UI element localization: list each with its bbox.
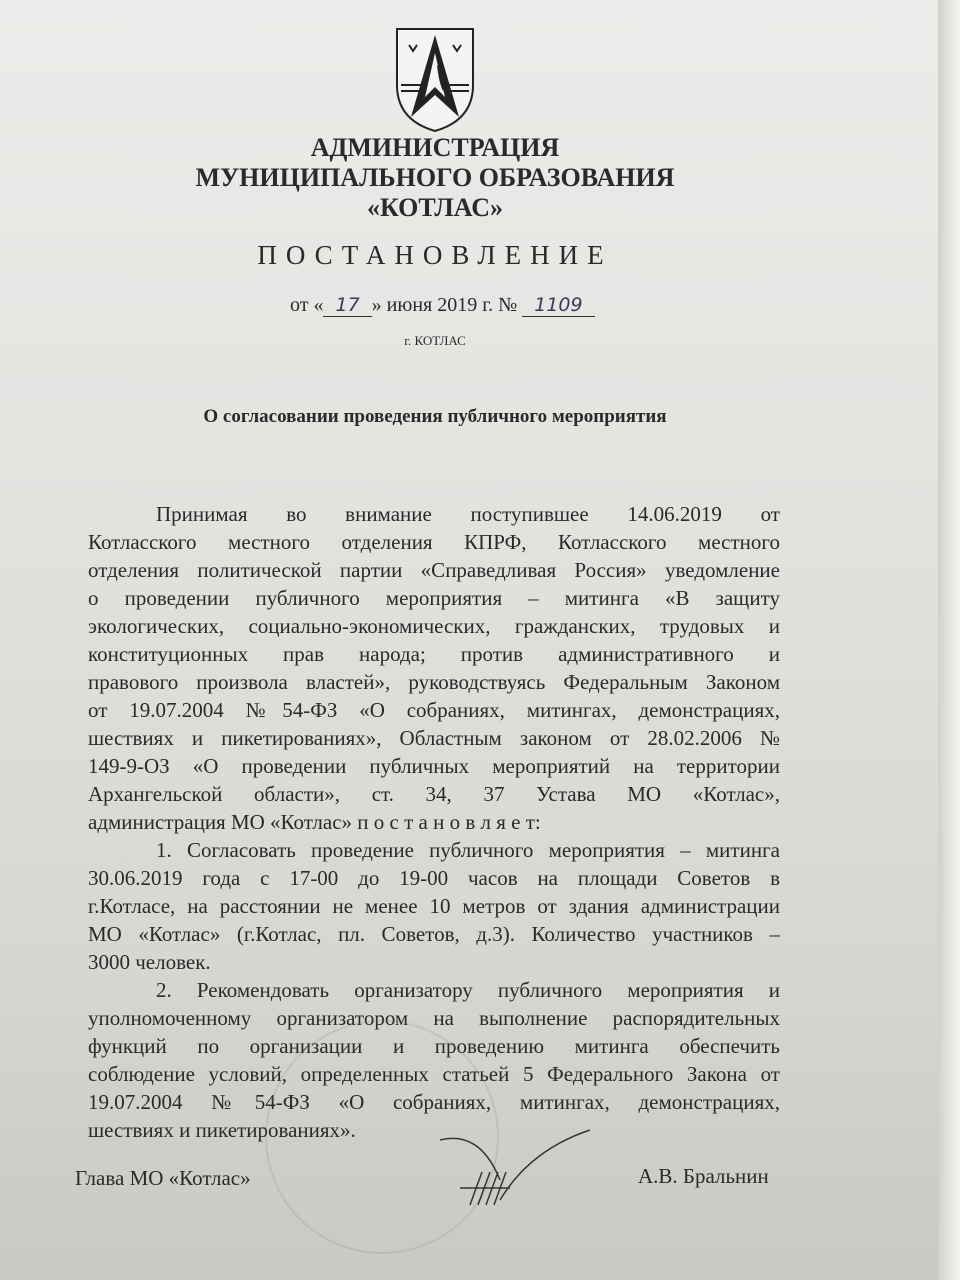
text-line: о проведении публичного мероприятия – митинга «В защиту <box>88 586 780 610</box>
date-day-handwritten: 17 <box>323 294 371 317</box>
text-line: 1. Согласовать проведение публичного мероприятия – митинга <box>156 838 780 862</box>
text-line: шествиях и пикетированиях». <box>88 1118 356 1142</box>
text-line: МО «Котлас» (г.Котлас, пл. Советов, д.3). Количество участников – <box>88 922 780 946</box>
text-line: г.Котласе, на расстоянии не менее 10 метров от здания администрации <box>88 894 780 918</box>
handwritten-signature <box>420 1110 610 1210</box>
text-line: Архангельской области», ст. 34, 37 Устава МО «Котлас», <box>88 782 780 806</box>
text-line: уполномоченному организатором на выполнение распорядительных <box>88 1006 780 1030</box>
text-line: 30.06.2019 года с 17-00 до 19-00 часов на площади Советов в <box>88 866 780 890</box>
paper-edge <box>938 0 960 1280</box>
city: г. КОТЛАС <box>404 333 466 348</box>
text-line: Котласского местного отделения КПРФ, Котласского местного <box>88 530 780 554</box>
document-type: ПОСТАНОВЛЕНИЕ <box>257 240 613 270</box>
text-line: администрация МО «Котлас» п о с т а н о в л я е т: <box>88 810 541 834</box>
date-line <box>290 294 595 317</box>
text-line: 3000 человек. <box>88 950 211 974</box>
text-line: функций по организации и проведению митинга обеспечить <box>88 1034 780 1058</box>
clause-1 <box>88 836 780 976</box>
subject-heading: О согласовании проведения публичного мероприятия <box>203 406 667 427</box>
preamble-paragraph <box>88 500 780 836</box>
text-line: 149-9-ОЗ «О проведении публичных мероприятий на территории <box>88 754 780 778</box>
signatory-name: А.В. Бральнин <box>638 1164 769 1188</box>
text-line: отделения политической партии «Справедливая Россия» уведомление <box>88 558 780 582</box>
org-name-line-2: МУНИЦИПАЛЬНОГО ОБРАЗОВАНИЯ <box>195 163 675 192</box>
org-name-line-3: «КОТЛАС» <box>366 193 504 222</box>
text-line: шествиях и пикетированиях», Областным законом от 28.02.2006 № <box>88 726 780 750</box>
signatory-position: Глава МО «Котлас» <box>75 1166 251 1190</box>
text-line: 19.07.2004 №54-ФЗ «О собраниях, митингах, демонстрациях, <box>88 1090 780 1114</box>
text-line: экологических, социально-экономических, гражданских, трудовых и <box>88 614 780 638</box>
coat-of-arms-emblem <box>393 25 477 133</box>
document-number-handwritten: 1109 <box>522 294 594 317</box>
date-mid: » июня 2019 г. № <box>371 294 518 316</box>
date-prefix: от « <box>290 294 324 316</box>
text-line: конституционных прав народа; против административного и <box>88 642 780 666</box>
text-line: 2. Рекомендовать организатору публичного мероприятия и <box>156 978 780 1002</box>
text-line: правового произвола властей», руководствуясь Федеральным Законом <box>88 670 780 694</box>
org-name-line-1: АДМИНИСТРАЦИЯ <box>310 133 560 162</box>
text-line: соблюдение условий, определенных статьей 5 Федерального Закона от <box>88 1062 780 1086</box>
text-line: Принимая во внимание поступившее 14.06.2019 от <box>156 502 780 526</box>
text-line: от 19.07.2004 №54-ФЗ «О собраниях, митингах, демонстрациях, <box>88 698 780 722</box>
